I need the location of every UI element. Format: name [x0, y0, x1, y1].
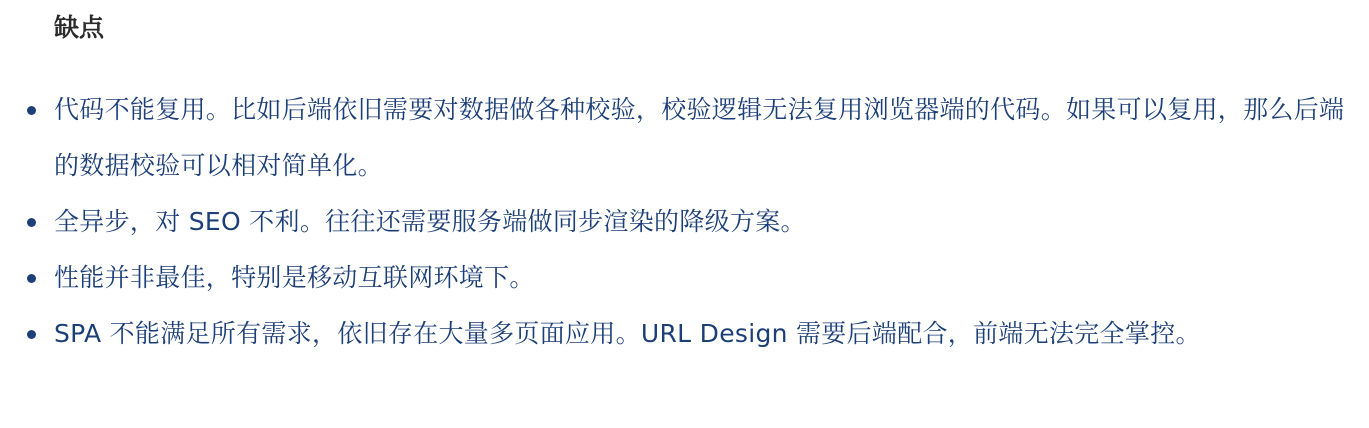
list-item	[0, 306, 1369, 362]
list-item-text: 性能并非最佳，特别是移动互联网环境下。	[54, 263, 535, 292]
bullet-icon	[27, 274, 36, 283]
list-item-text: 全异步，对 SEO 不利。往往还需要服务端做同步渲染的降级方案。	[54, 207, 806, 236]
bullet-icon	[27, 106, 36, 115]
list-item-text: 代码不能复用。比如后端依旧需要对数据做各种校验，校验逻辑无法复用浏览器端的代码。如果可以复用，那么后端的数据校验可以相对简单化。	[54, 95, 1345, 180]
list-item	[0, 250, 1369, 306]
bullet-icon	[27, 330, 36, 339]
list-item	[0, 194, 1369, 250]
list-item	[0, 82, 1369, 194]
section-heading: 缺点	[54, 13, 105, 42]
list-item-text: SPA 不能满足所有需求，依旧存在大量多页面应用。URL Design 需要后端配合，前端无法完全掌控。	[54, 319, 1201, 348]
bullet-icon	[27, 218, 36, 227]
cons-list	[0, 82, 1369, 362]
